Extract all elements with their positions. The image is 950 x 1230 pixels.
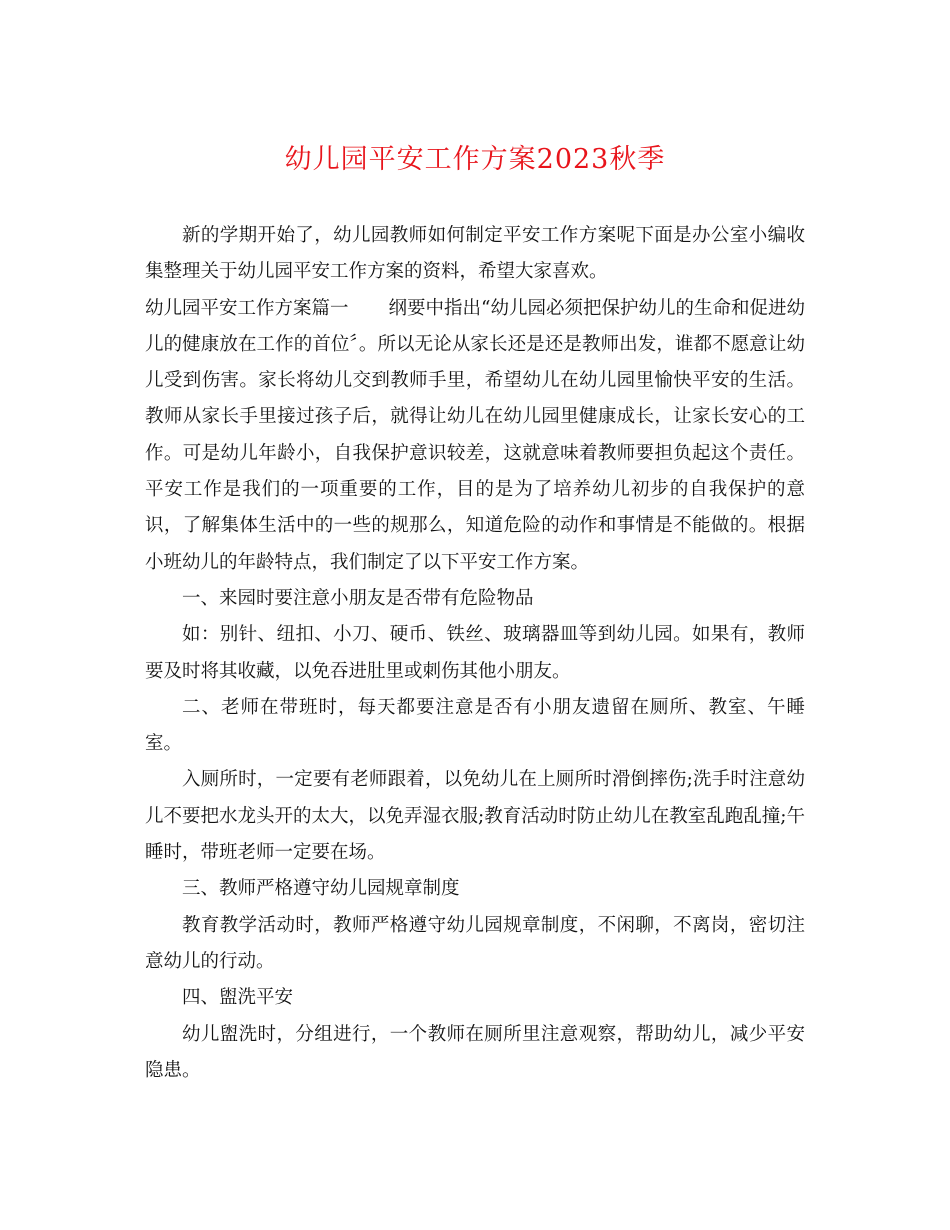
document-title: 幼儿园平安工作方案2023秋季 (284, 144, 666, 175)
intro-paragraph: 新的学期开始了，幼儿园教师如何制定平安工作方案呢下面是办公室小编收集整理关于幼儿园平安工作方案的资料，希望大家喜欢。 (145, 225, 805, 283)
item-paragraph-3: 教育教学活动时，教师严格遵守幼儿园规章制度，不闲聊，不离岗，密切注意幼儿的行动。 (145, 914, 805, 972)
item-heading-4: 四、盥洗平安 (182, 987, 294, 1009)
item-heading-3: 三、教师严格遵守幼儿园规章制度 (182, 878, 460, 900)
item-paragraph-4: 幼儿盥洗时，分组进行，一个教师在厕所里注意观察，帮助幼儿，减少平安隐患。 (145, 1023, 805, 1081)
section-heading: 幼儿园平安工作方案篇一 (145, 297, 349, 319)
item-heading-1: 一、来园时要注意小朋友是否带有危险物品 (182, 587, 534, 609)
document-body (145, 218, 805, 1089)
item-paragraph-2: 入厕所时，一定要有老师跟着，以免幼儿在上厕所时滑倒摔伤;洗手时注意幼儿不要把水龙头开的太大，以免弄湿衣服;教育活动时防止幼儿在教室乱跑乱撞;午睡时，带班老师一定要在场。 (145, 769, 805, 864)
item-heading-2: 二、老师在带班时，每天都要注意是否有小朋友遗留在厕所、教室、午睡室。 (145, 696, 805, 755)
item-paragraph-1: 如：别针、纽扣、小刀、硬币、铁丝、玻璃器皿等到幼儿园。如果有，教师要及时将其收藏，以免吞进肚里或刺伤其他小朋友。 (145, 624, 805, 682)
section-paragraph-text: 纲要中指出“幼儿园必须把保护幼儿的生命和促进幼儿的健康放在工作的首位〞。所以无论从家长还是还是教师出发，谁都不愿意让幼儿受到伤害。家长将幼儿交到教师手里，希望幼儿在幼儿园里愉快平安的生活。教师从家长手里接过孩子后，就得让幼儿在幼儿园里健康成长，让家长安心的工作。可是幼儿年龄小，自我保护意识较差，这就意味着教师要担负起这个责任。平安工作是我们的一项重要的工作，目的是为了培养幼儿初步的自我保护的意识，了解集体生活中的一些的规那么，知道危险的动作和事情是不能做的。根据小班幼儿的年龄特点，我们制定了以下平安工作方案。 (145, 297, 805, 573)
section-paragraph (145, 291, 805, 581)
